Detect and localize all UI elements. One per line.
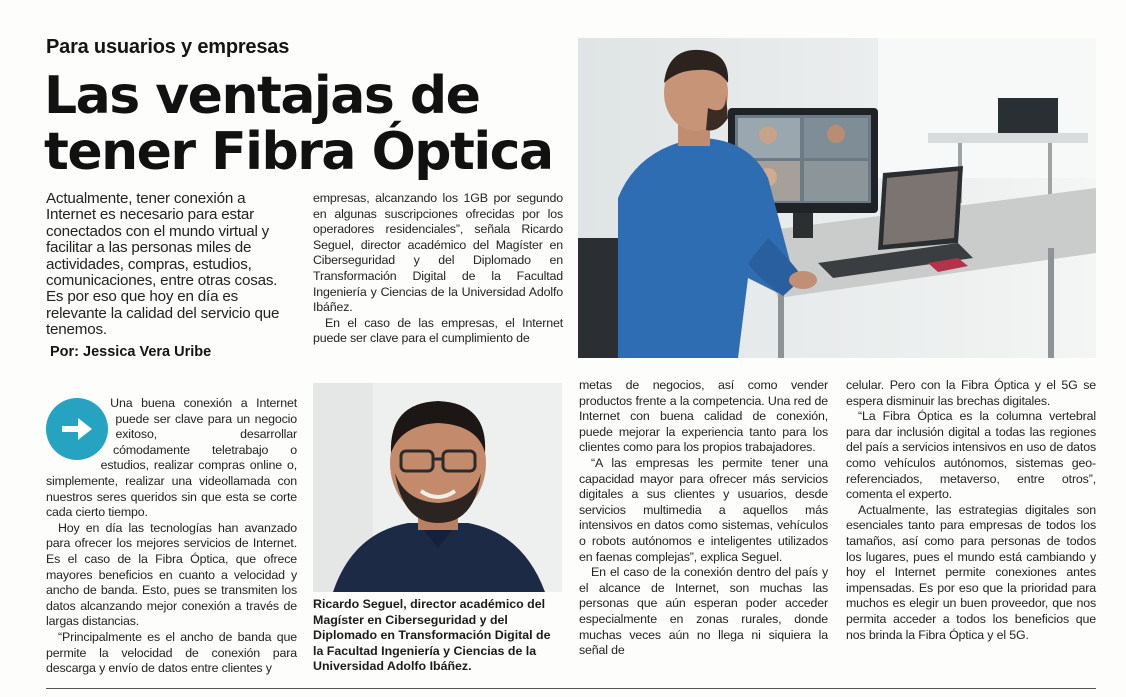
portrait-caption [313,597,563,675]
col4-paragraph-1: celular. Pero con la Fibra Óptica y el 5G se espera disminuir las brechas digitales. [846,378,1096,408]
headline [44,68,584,180]
col3-paragraph-1: metas de negocios, así como vender productos frente a la competencia. Una red de Internet con buena calidad de conexión, puede mejorar la experiencia tanto para los clientes como para los propios trabajadores. [579,378,828,455]
col1-paragraph-1: Una buena conexión a Internet puede ser clave para un negocio exitoso, desarrollar cómodamente teletrabajo o estudios, realizar compras online o, simplemente, realizar una videollamada con nuestros seres queridos sin que esta se corte cada cierto tiempo. [46,396,297,520]
bottom-rule [46,688,1096,689]
headline-line-1: Las ventajas de [44,66,480,126]
col3-paragraph-2: “A las empresas les permite tener una capacidad mayor para ofrecer más servicios digitales a sus clientes y usuarios, desde servicios multimedia a aquellos más intensivos en datos como sistemas, vehículos o robots autónomos e inteligentes utilizados en faenas complejas”, explica Seguel. [579,455,828,564]
col4-paragraph-3: Actualmente, las estrategias digitales son esenciales tanto para empresas de todos los tamaños, así como para personas de todos los lugares, pues el mundo está cambiando y hoy el Internet permite conexiones antes impensadas. Es por eso que la prioridad para muchos es elegir un buen proveedor, que nos permita acceder a todos los beneficios que nos brinda la Fibra Óptica y el 5G. [846,502,1096,642]
byline: Por: Jessica Vera Uribe [50,344,212,360]
video-call-illustration [578,38,1096,358]
arrow-right-icon [60,417,94,441]
column-1-body [46,396,297,677]
col4-paragraph-2: “La Fibra Óptica es la columna vertebral para dar inclusión digital a todas las regiones del país a servicios intensivos en uso de datos como vehículos autónomos, sistemas geo-referenciados, metaverso, entre otros”, comenta el experto. [846,409,1096,502]
col3-paragraph-3: En el caso de la conexión dentro del país y el alcance de Internet, son muchas las personas que aún esperan poder acceder especialmente en zonas rurales, donde muchas veces aún no llega ni siquiera la señal de [579,565,828,658]
col2-paragraph-2: En el caso de las empresas, el Internet puede ser clave para el cumplimiento de [313,315,563,346]
caption-name: Ricardo Seguel [313,597,404,611]
column-2-top [313,191,563,347]
lead-paragraph: Actualmente, tener conexión a Internet es necesario para estar conectados con el mundo virtual y facilitar a las personas miles de actividades, compras, estudios, comunicaciones, entre otras cosas. Es por eso que hoy en día es relevante la calidad del servicio que tenemos. [46,190,280,339]
photo-video-call [578,38,1096,358]
section-marker [46,396,112,462]
column-3 [579,378,828,659]
arrow-circle [46,398,108,460]
col1-paragraph-3: “Principalmente es el ancho de banda que permite la velocidad de conexión para descarga y envío de datos entre clientes y [46,629,297,676]
col1-paragraph-2: Hoy en día las tecnologías han avanzado para ofrecer los mejores servicios de Internet. Es el caso de la Fibra Óptica, que ofrece mayores beneficios en cuanto a velocidad y ancho de banda. Esto, pues se transmiten los datos alcanzando mejor conexión a través de largas distancias. [46,520,297,629]
headline-line-2: tener Fibra Óptica [44,122,553,182]
portrait-illustration [313,383,562,592]
col2-paragraph-1: empresas, alcanzando los 1GB por segundo en algunas suscripciones ofrecidas por los operadores residenciales”, señala Ricardo Seguel, director académico del Magíster en Ciberseguridad y del Diplomado en Transformación Digital de la Facultad Ingeniería y Ciencias de la Universidad Adolfo Ibáñez. [313,191,563,315]
column-4 [846,378,1096,643]
caption-text: , director académico del Magíster en Ciberseguridad y del Diplomado en Transformación Digital de la Facultad Ingeniería y Ciencias de la Universidad Adolfo Ibáñez. [313,597,551,674]
photo-portrait [313,383,562,592]
kicker: Para usuarios y empresas [46,36,290,58]
